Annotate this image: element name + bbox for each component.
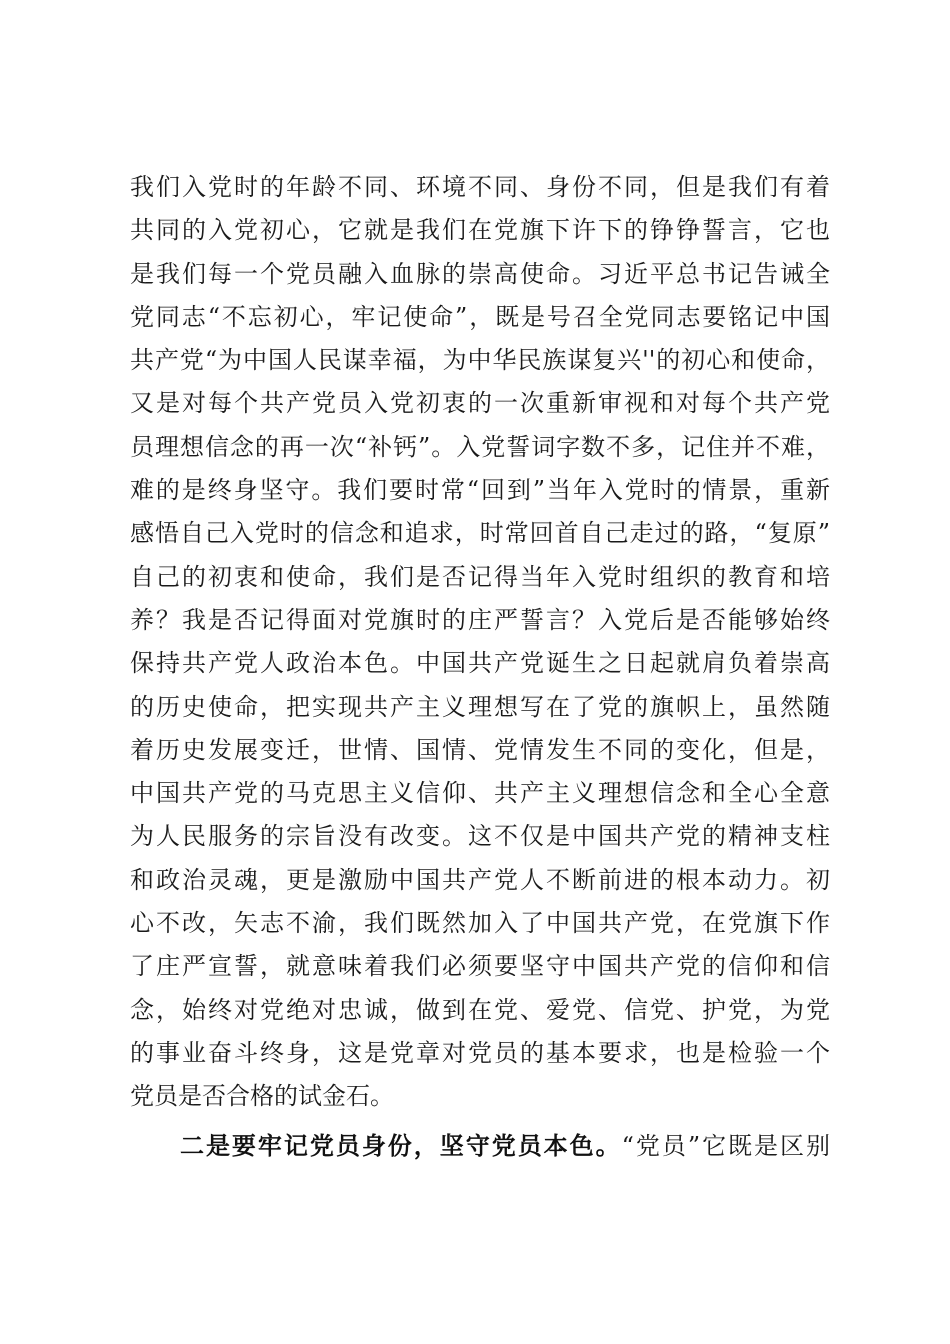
text-line: 了庄严宣誓，就意味着我们必须要坚守中国共产党的信仰和信 (130, 952, 830, 981)
text-line: 难的是终身坚守。我们要时常“回到”当年入党时的情景，重新 (130, 476, 830, 505)
text-line: 自己的初衷和使命，我们是否记得当年入党时组织的教育和培 (130, 562, 830, 591)
text-line: 感悟自己入党时的信念和追求，时常回首自己走过的路，“复原” (130, 519, 830, 548)
text-line: 党同志“不忘初心，牢记使命”，既是号召全党同志要铭记中国 (130, 302, 830, 331)
text-line: 的历史使命，把实现共产主义理想写在了党的旗帜上，虽然随 (130, 692, 830, 721)
section-heading: 二是要牢记党员身份，坚守党员本色。 (178, 1131, 622, 1160)
document-body (130, 166, 830, 1168)
paragraph-heading-line (130, 1125, 830, 1168)
text-line: 养？我是否记得面对党旗时的庄严誓言？入党后是否能够始终 (130, 605, 830, 634)
text-line: 心不改，矢志不渝，我们既然加入了中国共产党，在党旗下作 (130, 909, 830, 938)
text-line: 念，始终对党绝对忠诚，做到在党、爱党、信党、护党，为党 (130, 995, 830, 1024)
text-line: 中国共产党的马克思主义信仰、共产主义理想信念和全心全意 (130, 779, 830, 808)
text-line: 保持共产党人政治本色。中国共产党诞生之日起就肩负着崇高 (130, 649, 830, 678)
text-line: 的事业奋斗终身，这是党章对党员的基本要求，也是检验一个 (130, 1038, 830, 1067)
text-line: 又是对每个共产党员入党初衷的一次重新审视和对每个共产党 (130, 389, 830, 418)
text-line: 员理想信念的再一次“补钙”。入党誓词字数不多，记住并不难， (130, 432, 830, 461)
text-line: 着历史发展变迁，世情、国情、党情发生不同的变化，但是， (130, 735, 830, 764)
text-line: 共产党“为中国人民谋幸福，为中华民族谋复兴''的初心和使命， (130, 346, 830, 375)
paragraph (130, 166, 830, 1119)
text-line: “党员”它既是区别 (621, 1131, 830, 1160)
text-line: 是我们每一个党员融入血脉的崇高使命。习近平总书记告诫全 (130, 259, 830, 288)
text-line: 为人民服务的宗旨没有改变。这不仅是中国共产党的精神支柱 (130, 822, 830, 851)
text-line: 我们入党时的年龄不同、环境不同、身份不同，但是我们有着 (130, 173, 830, 201)
text-line: 和政治灵魂，更是激励中国共产党人不断前进的根本动力。初 (130, 865, 830, 894)
text-line: 党员是否合格的试金石。 (130, 1082, 394, 1111)
text-line: 共同的入党初心，它就是我们在党旗下许下的铮铮誓言，它也 (130, 216, 830, 245)
